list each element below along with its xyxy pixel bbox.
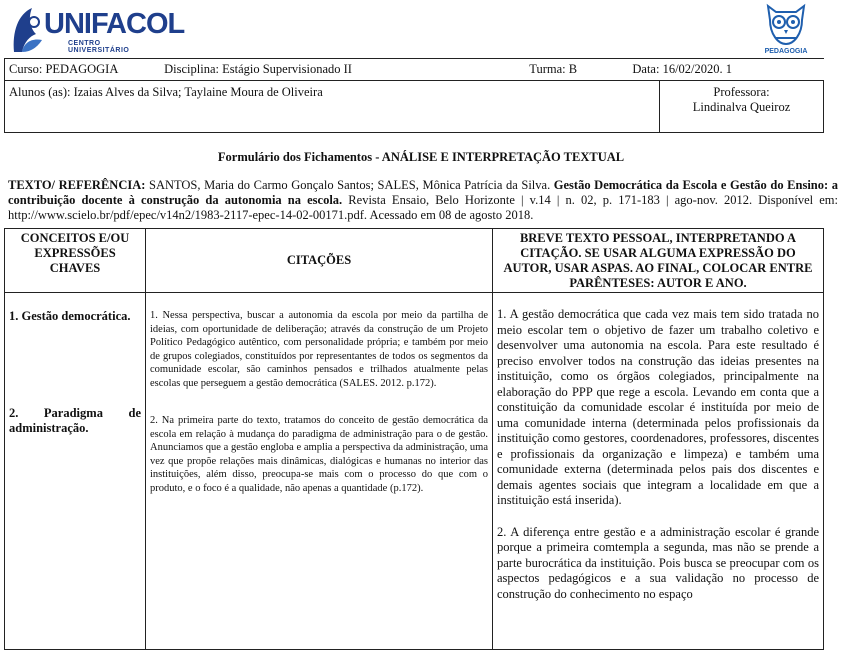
data-field: Data: 16/02/2020. 1 <box>632 62 733 76</box>
reference-authors: SANTOS, Maria do Carmo Gonçalo Santos; SALES, Mônica Patrícia da Silva. <box>145 178 554 192</box>
header-citations: CITAÇÕES <box>146 229 493 293</box>
concept-item: 2. Paradigma de administração. <box>9 406 141 435</box>
owl-icon <box>758 0 814 48</box>
header-comments: BREVE TEXTO PESSOAL, INTERPRETANDO A CITAÇÃO. SE USAR ALGUMA EXPRESSÃO DO AUTOR, USAR ASPAS. AO FINAL, COLOCAR ENTRE PARÊNTESES: AUTOR E ANO. <box>493 229 824 293</box>
owl-hand-icon <box>8 2 48 58</box>
pedagogia-logo <box>758 0 814 58</box>
professora-name: Lindinalva Queiroz <box>692 100 791 114</box>
form-title: Formulário dos Fichamentos - ANÁLISE E INTERPRETAÇÃO TEXTUAL <box>217 150 625 164</box>
header-row-1 <box>5 59 824 81</box>
professora-label: Professora: <box>713 85 770 99</box>
turma-field: Turma: B <box>529 62 578 76</box>
logo-right-label: PEDAGOGIA <box>764 48 808 55</box>
concepts-cell <box>5 293 146 650</box>
header-concepts: CONCEITOS E/OU EXPRESSÕES CHAVES <box>5 229 146 293</box>
disciplina-field: Disciplina: Estágio Supervisionado II <box>164 62 352 76</box>
citation-item: 1. Nessa perspectiva, buscar a autonomia da escola por meio da partilha de ideias, com oportunidade de deliberação; através da construção de um Projeto Político Pedagógico autêntico, com personalidade própria; e também por meio de grupos colegiados, constituídos por representantes de todos os segmentos da comunidade escolar, são caminhos pensados e trilhados atualmente pelas escolas que perseguem a gestão democrática (SALES. 2012. p.172). <box>150 310 488 389</box>
citations-cell <box>146 293 493 650</box>
alunos-field: Alunos (as): Izaias Alves da Silva; Taylaine Moura de Oliveira <box>9 85 323 99</box>
fichamento-table <box>4 228 824 650</box>
comments-cell <box>493 293 824 650</box>
reference-block <box>8 178 838 223</box>
curso-field: Curso: PEDAGOGIA <box>9 62 119 76</box>
comment-item: 2. A diferença entre gestão e a administração escolar é grande porque a primeira comtempla a segunda, mas não se prende a parte burocrática da instituição. Pois busca se preocupar com os aspectos pedagógicos e a sua validação no processo de construção do conhecimento no espaço <box>497 524 819 601</box>
concept-item: 1. Gestão democrática. <box>9 309 131 323</box>
logo-wordmark: UNIFACOL <box>44 8 185 40</box>
header-table <box>4 58 824 133</box>
professora-cell <box>660 81 824 133</box>
logo-subtitle: CENTRO UNIVERSITÁRIO <box>68 40 130 54</box>
unifacol-logo <box>8 2 185 58</box>
alunos-cell <box>5 81 660 133</box>
reference-title: Gestão Democrática da Escola e Gestão do Ensino: a contribuição docente à construção da autonomia na escola. <box>8 178 838 207</box>
citation-item: 2. Na primeira parte do texto, tratamos do conceito de gestão democrática da escola em relação à mudança do paradigma de administração para o de gestão. Anunciamos que a gestão engloba e amplia a perspectiva da administração, uma vez que propõe relações mais dinâmicas, dialógicas e humanas no interior das instituições, além disso, preocupa-se mais com o processo do que com o produto, e o foco é a qualidade, não apenas a quantidade (p.172). <box>150 415 488 494</box>
comment-item: 1. A gestão democrática que cada vez mais tem sido tratada no meio escolar tem o objetivo de fazer um trabalho coletivo e desenvolver uma autonomia na escola. Para este resultado é preciso envolver todos na construção das ideias presentes na instituição, como os órgãos colegiados, principalmente na elaboração do PPP que rege a escola. Levando em conta que a constituição da comunidade escolar é instituída por meio de uma comunidade interna (determinada pelos profissionais da instituição como gestores, coordenadores, professores, discentes e profissionais da organização e limpeza) e também uma comunidade externa (determinada pelos pais dos discentes e demais agentes sociais que integram a localidade em que a instituição está inserida). <box>497 307 819 507</box>
reference-rest: Revista Ensaio, Belo Horizonte | v.14 | n. 02, p. 171-183 | ago-nov. 2012. Disponível em: http://www.scielo.br/pdf/epec/v14n2/1983-2117-epec-14-02-00171.pdf. Acessado em 08 de agosto 2018. <box>8 193 839 222</box>
reference-label: TEXTO/ REFERÊNCIA: <box>8 178 146 192</box>
